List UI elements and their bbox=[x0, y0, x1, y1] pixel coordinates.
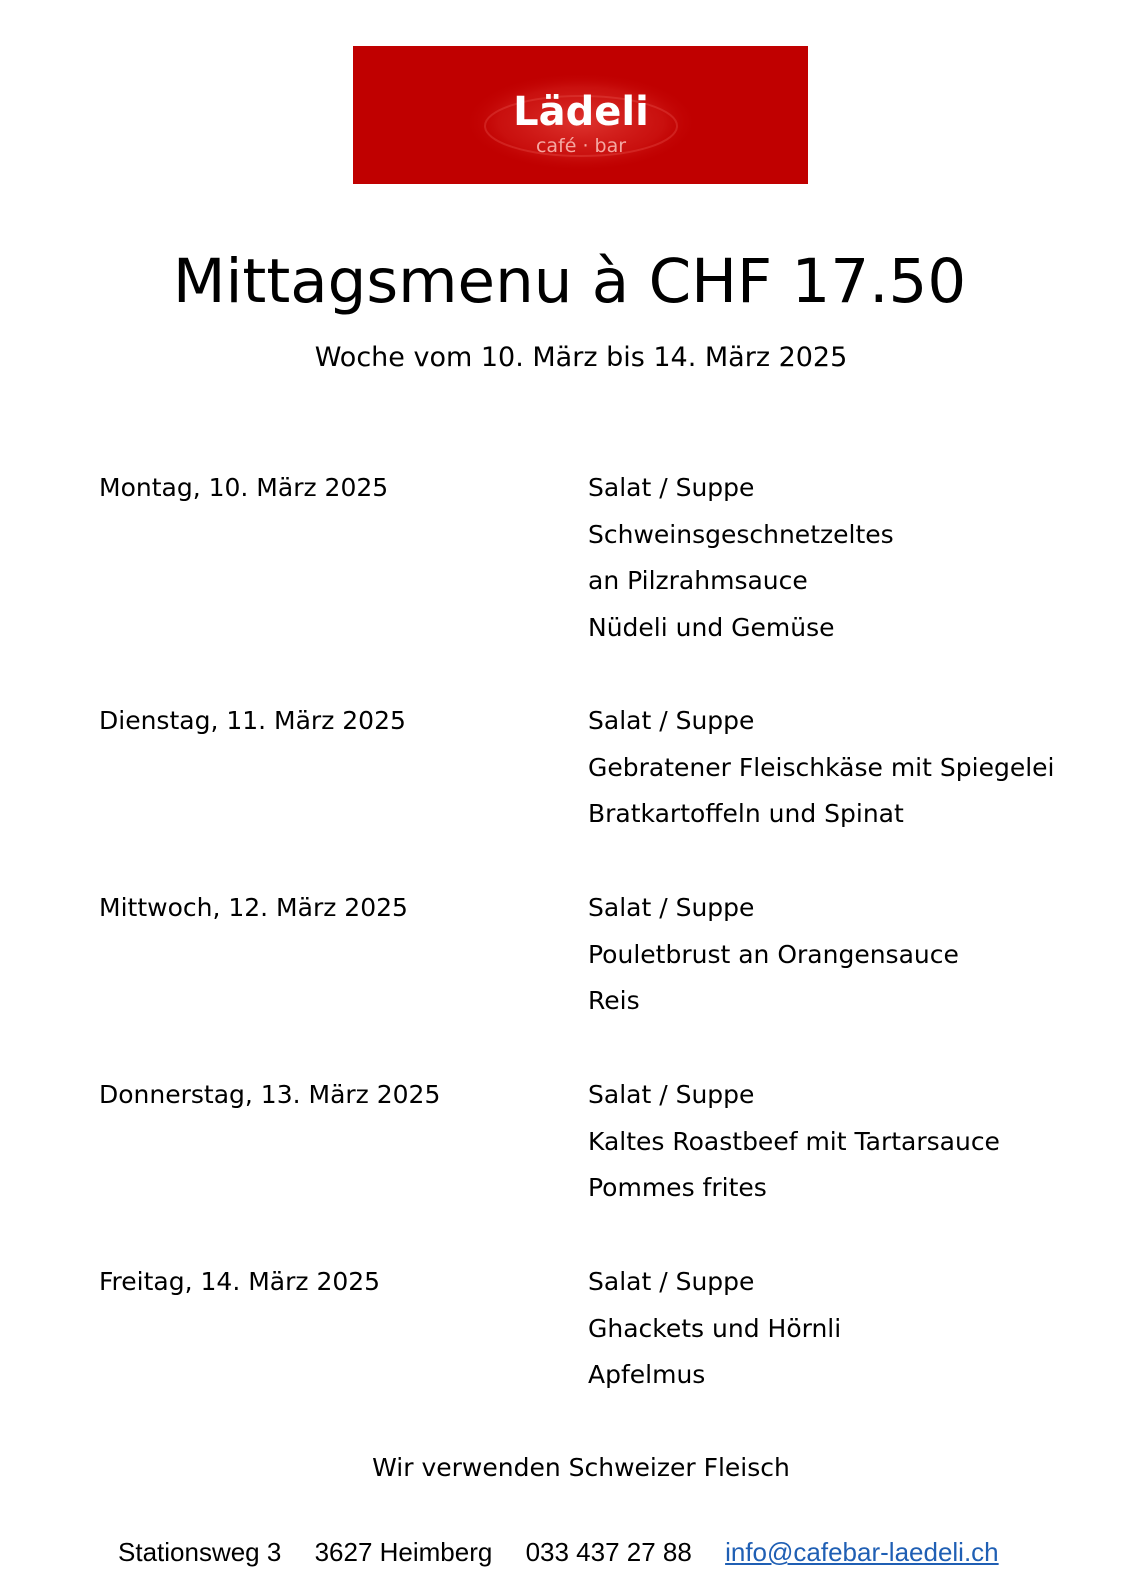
logo-graphic bbox=[353, 46, 808, 184]
dish-item: Pouletbrust an Orangensauce bbox=[588, 939, 959, 969]
dish-list bbox=[588, 1072, 1000, 1212]
cafe-logo bbox=[353, 46, 808, 184]
dish-item: Salat / Suppe bbox=[588, 706, 755, 735]
dish-item: Gebratener Fleischkäse mit Spiegelei bbox=[588, 752, 1055, 782]
dish-item: Ghackets und Hörnli bbox=[588, 1313, 842, 1343]
logo-name: Lädeli bbox=[513, 89, 649, 135]
page-title: Mittagsmenu à CHF 17.50 bbox=[172, 246, 967, 317]
dish-item: Schweinsgeschnetzeltes bbox=[588, 519, 894, 549]
dish-list bbox=[588, 465, 894, 651]
dish-item: Salat / Suppe bbox=[588, 1080, 755, 1109]
dish-item: Salat / Suppe bbox=[588, 1267, 755, 1296]
dish-item: Apfelmus bbox=[588, 1360, 706, 1390]
dish-item: Kaltes Roastbeef mit Tartarsauce bbox=[588, 1126, 1000, 1156]
week-subtitle: Woche vom 10. März bis 14. März 2025 bbox=[314, 342, 848, 373]
dish-item: Salat / Suppe bbox=[588, 893, 755, 922]
dish-item: Pommes frites bbox=[588, 1173, 767, 1203]
day-label: Dienstag, 11. März 2025 bbox=[99, 706, 406, 735]
dish-item: an Pilzrahmsauce bbox=[588, 566, 808, 596]
contact-line bbox=[118, 1532, 999, 1572]
dish-item: Reis bbox=[588, 986, 640, 1016]
day-label: Montag, 10. März 2025 bbox=[99, 473, 389, 502]
day-label: Donnerstag, 13. März 2025 bbox=[99, 1080, 441, 1109]
dish-item: Bratkartoffeln und Spinat bbox=[588, 799, 904, 829]
day-label: Freitag, 14. März 2025 bbox=[99, 1267, 381, 1296]
dish-item: Nüdeli und Gemüse bbox=[588, 612, 835, 642]
dish-list bbox=[588, 1259, 841, 1399]
dish-list bbox=[588, 698, 1054, 838]
meat-origin-note: Wir verwenden Schweizer Fleisch bbox=[372, 1453, 790, 1482]
address-city: 3627 Heimberg bbox=[314, 1537, 493, 1567]
dish-list bbox=[588, 885, 959, 1025]
phone-number: 033 437 27 88 bbox=[525, 1537, 692, 1567]
email-link[interactable]: info@cafebar-laedeli.ch bbox=[725, 1537, 999, 1567]
dish-item: Salat / Suppe bbox=[588, 473, 755, 502]
logo-tagline: café · bar bbox=[535, 135, 627, 157]
day-label: Mittwoch, 12. März 2025 bbox=[99, 893, 408, 922]
address-street: Stationsweg 3 bbox=[118, 1537, 282, 1567]
